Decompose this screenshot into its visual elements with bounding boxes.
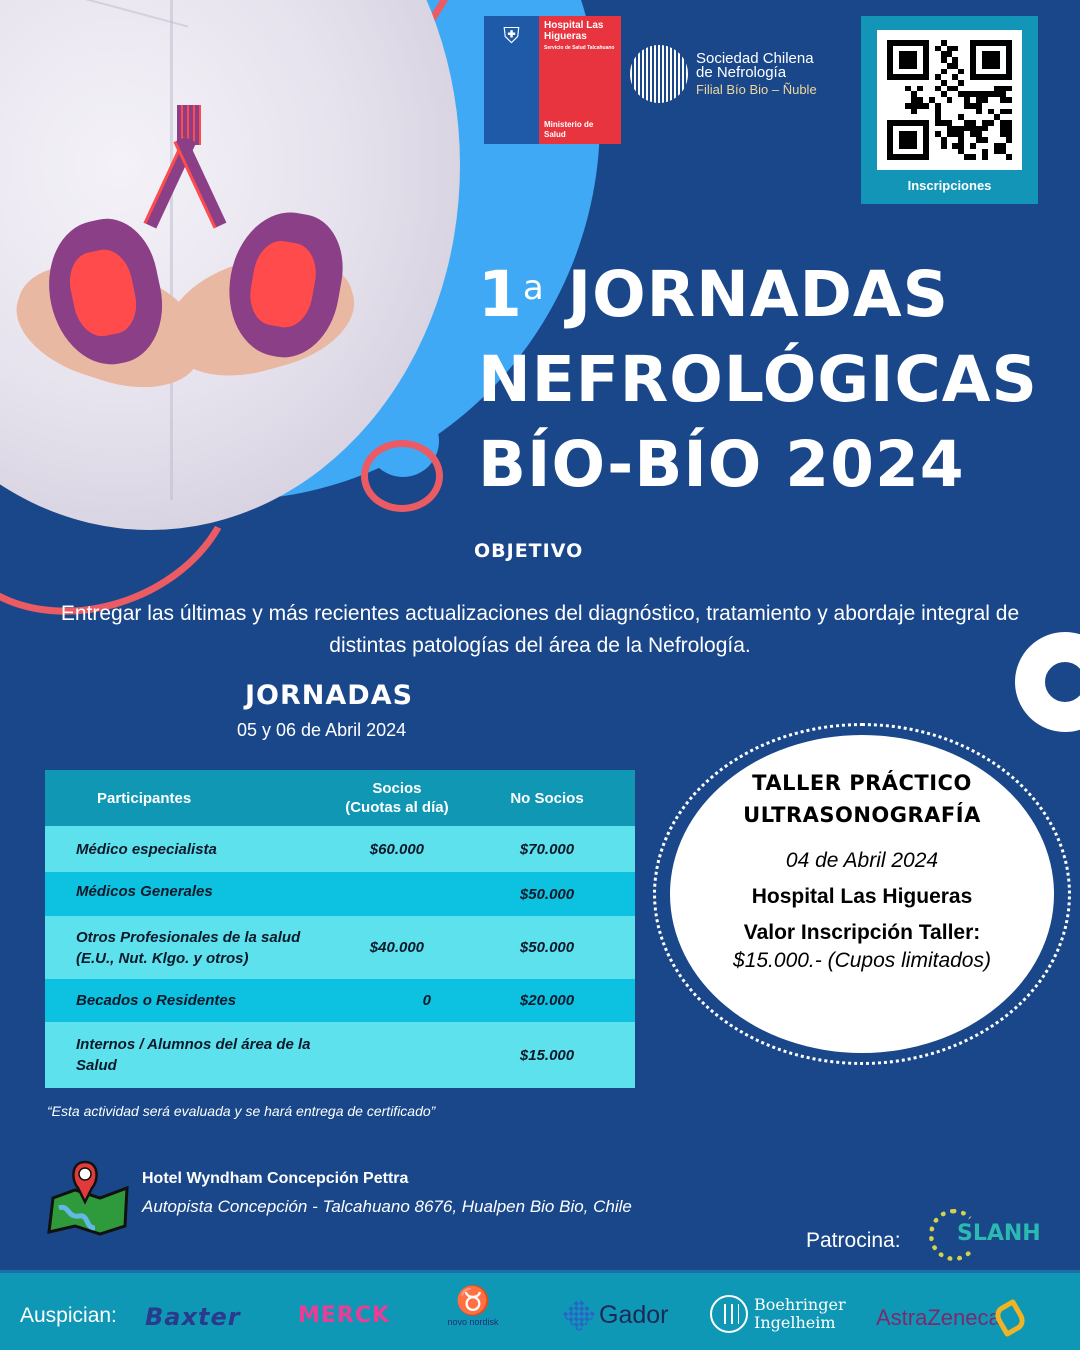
novo-nordisk-name: novo nordisk xyxy=(447,1317,499,1327)
col-non-members: No Socios xyxy=(459,770,635,826)
venue-address: Autopista Concepción - Talcahuano 8676, Hualpen Bio Bio, Chile xyxy=(142,1197,632,1216)
workshop-price-label: Valor Inscripción Taller: xyxy=(743,921,981,944)
hospital-name: Hospital Las Higueras xyxy=(544,20,604,42)
society-filial: Filial Bío Bio – Ñuble xyxy=(696,81,817,97)
non-members-fee: $70.000 xyxy=(459,826,635,872)
members-fee: 0 xyxy=(335,979,459,1022)
workshop-title-line1: TALLER PRÁCTICO xyxy=(752,771,972,795)
merck-logo: MERCK xyxy=(298,1303,391,1328)
workshop-price: $15.000.- (Cupos limitados) xyxy=(733,949,991,972)
participant-cell: Internos / Alumnos del área de la Salud xyxy=(45,1022,335,1088)
venue-name: Hotel Wyndham Concepción Pettra xyxy=(142,1170,409,1187)
decor-white-ring xyxy=(1015,632,1080,732)
astrazeneca-name: AstraZeneca xyxy=(876,1305,1001,1330)
ureter-right-icon xyxy=(174,136,227,228)
members-fee xyxy=(335,872,459,916)
non-members-fee: $50.000 xyxy=(459,872,635,916)
title-ordinal-suffix: a xyxy=(522,268,545,308)
table-row xyxy=(45,826,635,872)
boehringer-ingelheim-logo xyxy=(710,1295,854,1333)
qr-label: Inscripciones xyxy=(907,178,992,193)
jornadas-heading: JORNADAS xyxy=(245,680,414,711)
gador-name: Gador xyxy=(599,1300,669,1329)
sociedad-chilena-nefrologia-logo xyxy=(630,45,817,103)
jornadas-date: 05 y 06 de Abril 2024 xyxy=(237,720,407,740)
title-ordinal: 1 xyxy=(478,258,523,331)
fees-table xyxy=(45,770,635,1088)
members-fee: $40.000 xyxy=(335,916,459,979)
chile-coat-of-arms-icon: ⛨ xyxy=(503,23,520,48)
kidney-illustration xyxy=(15,220,345,370)
participant-cell: Médico especialista xyxy=(45,826,335,872)
workshop-date: 04 de Abril 2024 xyxy=(785,849,939,872)
title-line2: NEFROLÓGICAS xyxy=(478,343,1038,416)
title-jornadas: JORNADAS xyxy=(567,258,950,331)
boehringer-name: Boehringer Ingelheim xyxy=(754,1295,846,1332)
baxter-logo: Baxter xyxy=(145,1303,241,1331)
title-line3: BÍO-BÍO 2024 xyxy=(478,428,965,501)
workshop-title-line2: ULTRASONOGRAFÍA xyxy=(743,803,981,827)
gador-checker-icon xyxy=(562,1298,596,1332)
sponsor-label: Patrocina: xyxy=(806,1229,901,1252)
novo-nordisk-logo xyxy=(445,1285,501,1327)
gov-logo-red-band xyxy=(539,16,621,144)
boehringer-building-icon xyxy=(710,1295,748,1333)
col-participants: Participantes xyxy=(45,770,335,826)
workshop-circle xyxy=(670,735,1054,1053)
qr-code-icon[interactable] xyxy=(877,30,1022,170)
table-row xyxy=(45,916,635,979)
registration-qr-box[interactable] xyxy=(861,16,1038,204)
workshop-venue: Hospital Las Higueras xyxy=(751,885,973,908)
participant-cell: Otros Profesionales de la salud (E.U., Nut. Klgo. y otros) xyxy=(45,916,335,979)
event-title xyxy=(478,252,1038,507)
health-service: Servicio de Salud Talcahuano xyxy=(544,45,615,51)
auspices-label: Auspician: xyxy=(20,1304,117,1327)
slanh-name: SLANH xyxy=(957,1221,1041,1246)
astrazeneca-logo xyxy=(876,1303,1023,1333)
apis-bull-icon: ♉ xyxy=(455,1285,491,1316)
certificate-note: “Esta actividad será evaluada y se hará entrega de certificado” xyxy=(47,1103,436,1119)
decor-red-ring-small xyxy=(361,440,443,512)
participant-cell: Becados o Residentes xyxy=(45,979,335,1022)
table-row xyxy=(45,872,635,916)
society-emblem-icon xyxy=(630,45,688,103)
table-row xyxy=(45,1022,635,1088)
participant-cell: Médicos Generales xyxy=(45,872,335,916)
members-fee: $60.000 xyxy=(335,826,459,872)
non-members-fee: $15.000 xyxy=(459,1022,635,1088)
workshop-title xyxy=(670,767,1054,831)
col-members: Socios (Cuotas al día) xyxy=(335,770,459,826)
map-pin-icon xyxy=(45,1158,133,1236)
table-row xyxy=(45,979,635,1022)
gador-logo xyxy=(563,1299,668,1331)
slanh-logo xyxy=(925,1205,1050,1265)
society-name-line1: Sociedad Chilena xyxy=(696,49,814,67)
objective-heading: OBJETIVO xyxy=(474,540,584,562)
ministry-name: Ministerio de Salud xyxy=(544,120,594,139)
title-line1 xyxy=(478,252,1038,337)
society-name-line2: de Nefrología xyxy=(696,63,787,81)
hospital-las-higueras-logo xyxy=(484,16,621,144)
objective-text: Entregar las últimas y más recientes actualizaciones del diagnóstico, tratamiento y abordaje integral de distintas patologías del área de la Nefrología. xyxy=(60,602,1020,657)
non-members-fee: $50.000 xyxy=(459,916,635,979)
members-fee xyxy=(335,1022,459,1088)
qr-code-matrix xyxy=(887,40,1012,160)
non-members-fee: $20.000 xyxy=(459,979,635,1022)
fees-header-row xyxy=(45,770,635,826)
auspices-bar xyxy=(0,1270,1080,1350)
gov-logo-blue-band xyxy=(484,16,539,144)
